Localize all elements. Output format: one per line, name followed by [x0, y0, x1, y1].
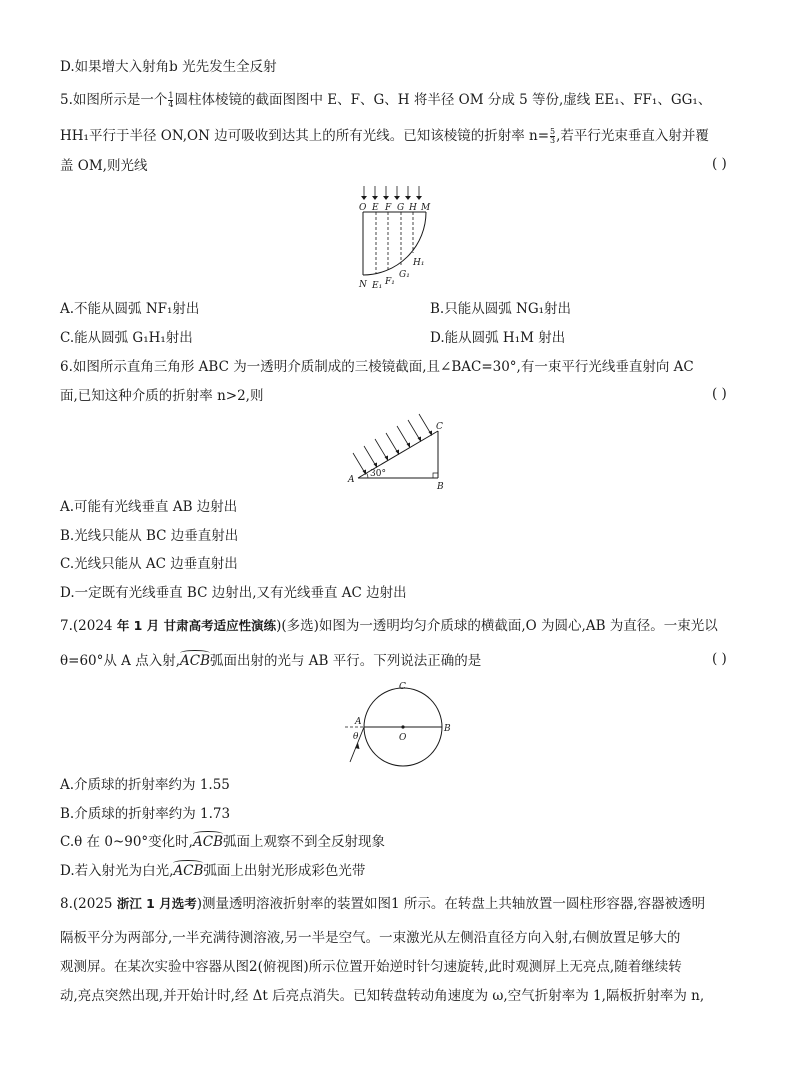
label-b: B	[437, 482, 444, 492]
q7-option-c	[60, 832, 385, 852]
q7-source-tag: 年 1 月 甘肃高考适应性演练	[116, 618, 277, 633]
label-theta: θ	[353, 732, 359, 742]
arc-acb: ACB	[192, 834, 223, 850]
q5-stem-line1	[60, 90, 711, 110]
q6-option-b: B.光线只能从 BC 边垂直射出	[60, 528, 239, 544]
fraction: $\frac{1}{4}$	[168, 91, 174, 109]
q6-option-c: C.光线只能从 AC 边垂直射出	[60, 556, 238, 572]
q5-stem-line2	[60, 126, 709, 146]
q7-option-text: 弧面上观察不到全反射现象	[222, 834, 385, 850]
label-h: H	[409, 203, 417, 213]
q5-answer-blank: ( )	[712, 156, 727, 172]
q7-answer-blank: ( )	[712, 651, 727, 667]
q8-stem-line4: 动,亮点突然出现,并开始计时,经 Δt 后亮点消失。已知转盘转动角速度为 ω,空气折射率为 1,隔板折射率为 n,	[60, 988, 705, 1004]
q8-stem-line3: 观测屏。在某次实验中容器从图2(俯视图)所示位置开始逆时针匀速旋转,此时观测屏上无亮点,随着继续转	[60, 959, 682, 975]
q5-prism-figure	[355, 183, 445, 293]
label-a: A	[355, 717, 362, 727]
q7-sphere-figure	[345, 678, 465, 773]
fraction: $\frac{5}{3}$	[550, 127, 556, 145]
q5-stem-text: 5.如图所示是一个	[60, 92, 168, 108]
arc-acb: ACB	[173, 863, 204, 879]
arc-acb: ACB	[180, 653, 210, 669]
q7-stem-text: 如图为一透明均匀介质球的横截面,O 为圆心,AB 为直径。一束光以	[318, 618, 718, 634]
label-h1: H₁	[413, 258, 425, 268]
q7-stem-text: 弧面出射的光与 AB 平行。下列说法正确的是	[210, 653, 482, 669]
q8-number: 8.(2025	[60, 896, 113, 912]
q5-stem-text: 圆柱体棱镜的截面图图中 E、F、G、H 将半径 OM 分成 5 等份,虚线 EE₁、FF₁、GG₁、	[174, 92, 712, 108]
label-o: O	[359, 203, 367, 213]
q5-option-d: D.能从圆弧 H₁M 射出	[430, 330, 566, 346]
q6-answer-blank: ( )	[712, 386, 727, 402]
angle-label: 30°	[370, 469, 386, 479]
q7-option-text: C.θ 在 0~90°变化时,	[60, 834, 193, 850]
q7-stem-line2	[60, 651, 481, 671]
q8-stem-line2: 隔板平分为两部分,一半充满待测溶液,另一半是空气。一束激光从左侧沿直径方向入射,右侧放置足够大的	[60, 930, 681, 946]
q7-option-text: D.若入射光为白光,	[60, 863, 174, 879]
label-c: C	[399, 682, 406, 692]
q7-option-a: A.介质球的折射率约为 1.55	[60, 777, 230, 793]
q6-stem-line1: 6.如图所示直角三角形 ABC 为一透明介质制成的三棱镜截面,且∠BAC=30°,有一束平行光线垂直射向 AC	[60, 359, 694, 375]
label-c: C	[436, 422, 443, 432]
q7-option-text: 弧面上出射光形成彩色光带	[203, 863, 366, 879]
q7-multi-tag: )(多选)	[276, 618, 319, 634]
q5-stem-text: HH₁平行于半径 ON,ON 边可吸收到达其上的所有光线。已知该棱镜的折射率 n=	[60, 128, 550, 144]
q8-stem-text: 测量透明溶液折射率的装置如图1 所示。在转盘上共轴放置一圆柱形容器,容器被透明	[202, 896, 706, 912]
label-g: G	[397, 203, 405, 213]
q8-source-tag: 浙江 1 月选考	[116, 896, 197, 911]
q7-number: 7.(2024	[60, 618, 113, 634]
q6-triangle-figure	[343, 418, 453, 493]
label-f1: F₁	[385, 277, 395, 287]
q7-stem-text: θ=60°从 A 点入射,	[60, 653, 180, 669]
q8-tag-end: )	[196, 896, 202, 912]
q5-option-b: B.只能从圆弧 NG₁射出	[430, 301, 572, 317]
q5-option-a: A.不能从圆弧 NF₁射出	[60, 301, 200, 317]
q7-option-b: B.介质球的折射率约为 1.73	[60, 806, 231, 822]
label-a: A	[348, 475, 355, 485]
label-m: M	[421, 203, 431, 213]
label-b: B	[444, 724, 451, 734]
label-e1: E₁	[372, 281, 383, 291]
q5-stem-text: ,若平行光束垂直入射并覆	[556, 128, 709, 144]
q7-stem-line1	[60, 616, 718, 636]
label-g1: G₁	[399, 270, 410, 280]
q6-option-d: D.一定既有光线垂直 BC 边射出,又有光线垂直 AC 边射出	[60, 585, 407, 601]
q5-option-c: C.能从圆弧 G₁H₁射出	[60, 330, 193, 346]
label-o: O	[399, 733, 407, 743]
q7-option-d	[60, 861, 365, 881]
label-n: N	[359, 280, 367, 290]
q6-option-a: A.可能有光线垂直 AB 边射出	[60, 499, 238, 515]
label-e: E	[372, 203, 379, 213]
q6-stem-line2: 面,已知这种介质的折射率 n>2,则	[60, 388, 264, 404]
label-f: F	[385, 203, 392, 213]
q8-stem-line1	[60, 894, 705, 914]
q5-stem-line3: 盖 OM,则光线	[60, 158, 148, 174]
q4-option-d: D.如果增大入射角b 光先发生全反射	[60, 59, 277, 75]
